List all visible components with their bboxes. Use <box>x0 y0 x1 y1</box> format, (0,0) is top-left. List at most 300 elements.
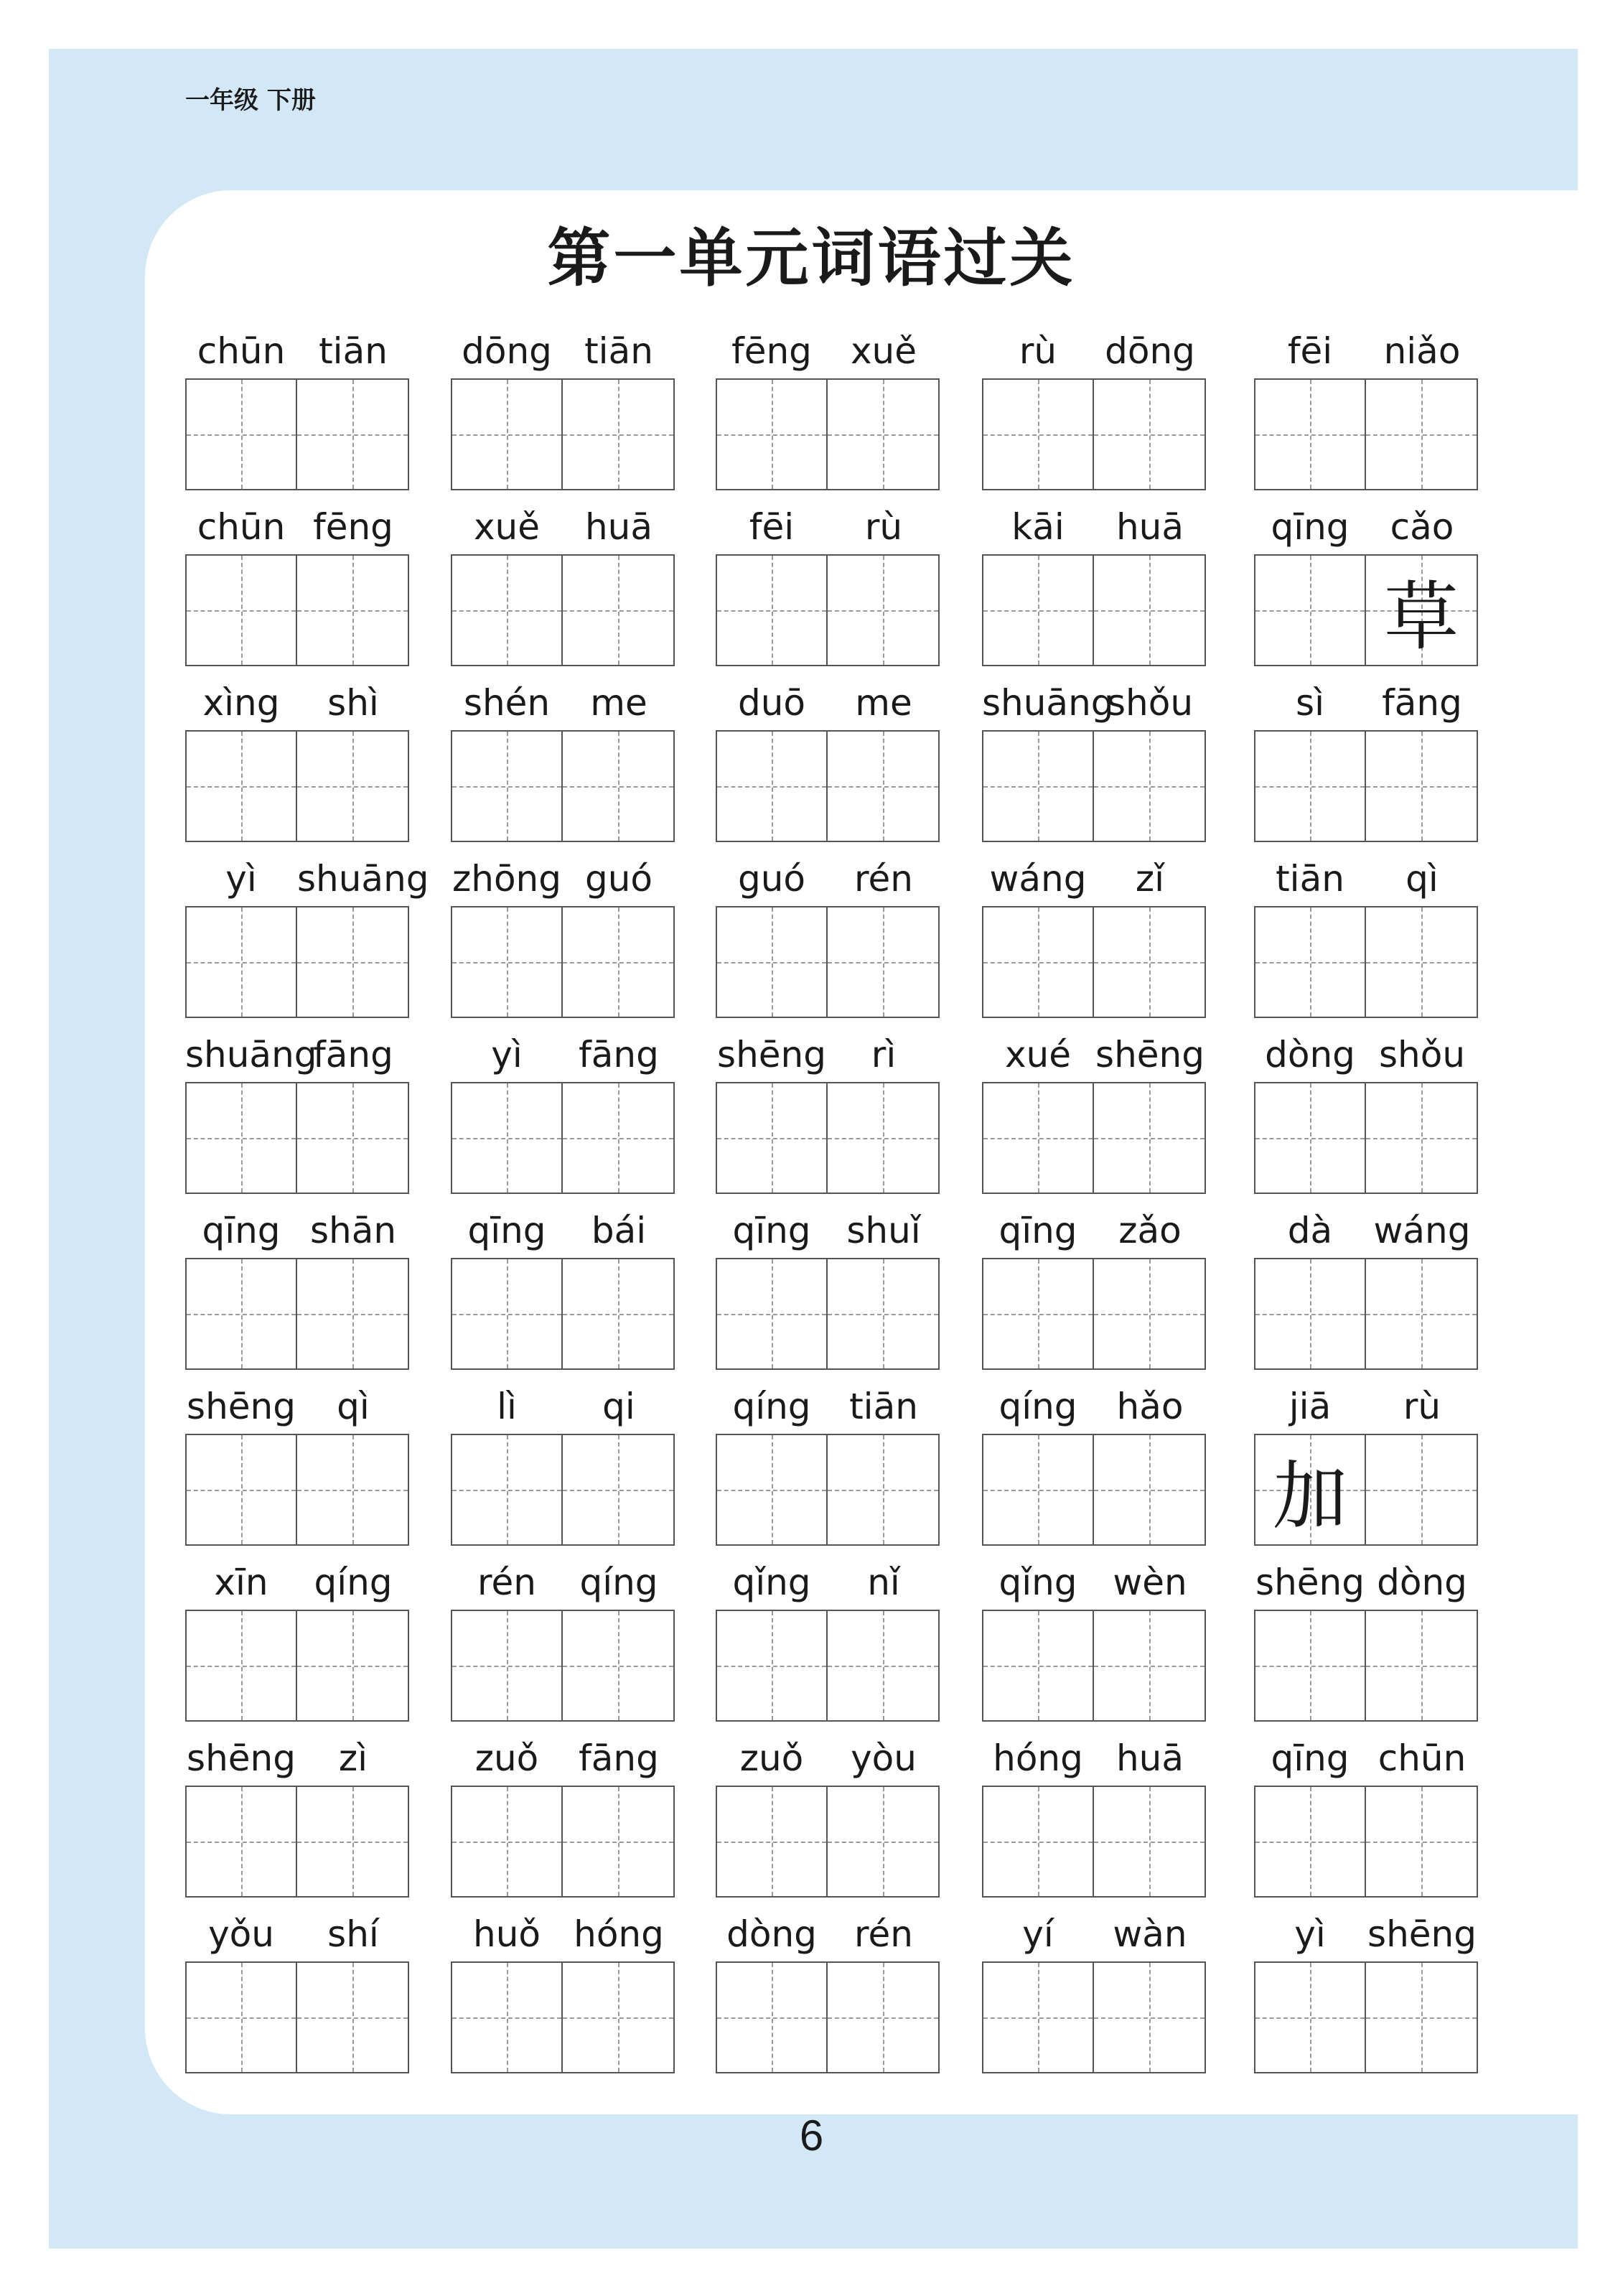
writing-cell[interactable] <box>1094 732 1205 841</box>
writing-box <box>1254 1786 1478 1898</box>
pinyin-label: hóng <box>574 1913 664 1955</box>
word-entry <box>982 1910 1206 2072</box>
hanzi-character <box>1094 1963 1205 2072</box>
writing-box <box>982 1786 1206 1898</box>
hanzi-character <box>187 732 296 841</box>
hanzi-character <box>1366 1435 1477 1544</box>
word-entry <box>716 1382 940 1544</box>
writing-cell[interactable] <box>563 1787 673 1896</box>
writing-box <box>716 730 940 842</box>
word-entry <box>1254 678 1478 841</box>
word-entry <box>185 1206 409 1368</box>
writing-cell[interactable] <box>1255 380 1366 489</box>
writing-cell[interactable] <box>1255 1611 1366 1720</box>
writing-cell[interactable] <box>452 380 563 489</box>
pinyin-label: hǎo <box>1116 1386 1184 1427</box>
writing-cell[interactable] <box>452 1787 563 1896</box>
hanzi-character: 加 <box>1273 1452 1348 1540</box>
pinyin-label: fēi <box>1287 330 1333 372</box>
writing-box <box>185 554 409 666</box>
writing-cell[interactable] <box>187 556 297 665</box>
hanzi-character <box>1366 380 1477 489</box>
hanzi-character <box>563 907 673 1017</box>
writing-cell[interactable] <box>828 907 938 1017</box>
writing-cell[interactable] <box>187 1435 297 1544</box>
writing-cell[interactable] <box>983 1083 1094 1193</box>
writing-cell[interactable] <box>1366 1787 1477 1896</box>
writing-cell[interactable] <box>983 732 1094 841</box>
writing-cell[interactable] <box>187 1787 297 1896</box>
writing-box <box>185 906 409 1018</box>
hanzi-character <box>563 556 673 665</box>
writing-cell[interactable] <box>1255 1963 1366 2072</box>
hanzi-character <box>187 1963 296 2072</box>
writing-box <box>982 1082 1206 1194</box>
pinyin-label: huā <box>1115 506 1184 548</box>
hanzi-character <box>297 907 408 1017</box>
writing-cell[interactable] <box>983 907 1094 1017</box>
pinyin-label: rén <box>477 1562 536 1603</box>
writing-box <box>1254 554 1478 666</box>
pinyin-label: qì <box>1405 858 1439 900</box>
hanzi-character <box>452 1435 561 1544</box>
hanzi-character <box>983 556 1093 665</box>
word-entry <box>185 1030 409 1193</box>
pinyin-label: qíng <box>732 1386 811 1427</box>
writing-cell[interactable] <box>1255 1787 1366 1896</box>
writing-cell[interactable] <box>983 380 1094 489</box>
word-entry <box>451 854 675 1017</box>
hanzi-character <box>828 380 938 489</box>
writing-cell[interactable] <box>297 556 408 665</box>
pinyin-label: shēng <box>187 1737 296 1779</box>
word-entry <box>451 678 675 841</box>
writing-box <box>451 1610 675 1722</box>
writing-cell[interactable] <box>983 1963 1094 2072</box>
writing-cell[interactable] <box>1255 1435 1366 1544</box>
pinyin-label: qíng <box>579 1562 658 1603</box>
pinyin-label: guó <box>737 858 806 900</box>
hanzi-character <box>983 380 1093 489</box>
hanzi-character <box>717 1259 826 1368</box>
writing-cell[interactable] <box>828 732 938 841</box>
writing-box <box>185 1786 409 1898</box>
pinyin-label: hóng <box>993 1737 1083 1779</box>
pinyin-label: chūn <box>197 506 286 548</box>
writing-cell[interactable] <box>1255 907 1366 1017</box>
pinyin-label: wáng <box>989 858 1087 900</box>
hanzi-character <box>563 1259 673 1368</box>
writing-box <box>716 1434 940 1546</box>
writing-cell[interactable] <box>187 1963 297 2072</box>
pinyin-label: rén <box>854 858 913 900</box>
hanzi-character <box>1255 732 1365 841</box>
pinyin-label: qīng <box>1271 506 1350 548</box>
writing-box <box>716 1258 940 1370</box>
writing-cell[interactable] <box>1094 1611 1205 1720</box>
pinyin-label: dōng <box>1105 330 1195 372</box>
writing-box <box>716 1610 940 1722</box>
hanzi-character <box>717 1787 826 1896</box>
pinyin-label: dòng <box>726 1913 817 1955</box>
pinyin-label: shǒu <box>1106 682 1194 724</box>
hanzi-character <box>828 1611 938 1720</box>
writing-cell[interactable] <box>452 907 563 1017</box>
writing-cell[interactable] <box>297 1259 408 1368</box>
hanzi-character <box>297 732 408 841</box>
writing-cell[interactable] <box>983 1259 1094 1368</box>
writing-cell[interactable] <box>1094 380 1205 489</box>
hanzi-character <box>1255 907 1365 1017</box>
writing-box <box>716 1961 940 2073</box>
pinyin-label: duō <box>737 682 806 724</box>
writing-cell[interactable] <box>187 732 297 841</box>
writing-cell[interactable] <box>452 1435 563 1544</box>
hanzi-character <box>297 1787 408 1896</box>
writing-cell[interactable] <box>1366 732 1477 841</box>
hanzi-character <box>717 1963 826 2072</box>
hanzi-character <box>187 1611 296 1720</box>
pinyin-label: bái <box>591 1210 647 1251</box>
writing-cell[interactable] <box>1366 1083 1477 1193</box>
word-entry <box>185 503 409 665</box>
writing-box <box>1254 1258 1478 1370</box>
hanzi-character <box>1255 556 1365 665</box>
hanzi-character <box>1255 1083 1365 1193</box>
writing-cell[interactable] <box>452 1259 563 1368</box>
word-entry <box>451 1382 675 1544</box>
hanzi-character <box>563 732 673 841</box>
writing-cell[interactable] <box>1094 1435 1205 1544</box>
writing-cell[interactable] <box>828 556 938 665</box>
pinyin-label: shuāng <box>185 1034 317 1075</box>
hanzi-character <box>717 732 826 841</box>
hanzi-character <box>828 1083 938 1193</box>
writing-cell[interactable] <box>452 1083 563 1193</box>
writing-cell[interactable] <box>717 1963 828 2072</box>
pinyin-label: shuāng <box>982 682 1114 724</box>
writing-cell[interactable] <box>1094 1083 1205 1193</box>
pinyin-label: huǒ <box>473 1913 541 1955</box>
writing-cell[interactable] <box>1366 1259 1477 1368</box>
hanzi-character <box>187 1083 296 1193</box>
writing-cell[interactable] <box>828 1611 938 1720</box>
pinyin-label: shēng <box>1255 1562 1365 1603</box>
word-entry <box>716 503 940 665</box>
word-entry <box>451 1206 675 1368</box>
writing-box <box>451 906 675 1018</box>
hanzi-character <box>297 1259 408 1368</box>
hanzi-character <box>1366 1787 1477 1896</box>
hanzi-character <box>828 732 938 841</box>
writing-cell[interactable] <box>1094 1259 1205 1368</box>
word-entry <box>982 678 1206 841</box>
pinyin-label: zì <box>338 1737 368 1779</box>
word-entry <box>982 1558 1206 1720</box>
hanzi-character <box>563 1611 673 1720</box>
hanzi-character <box>983 1435 1093 1544</box>
word-entry <box>982 854 1206 1017</box>
pinyin-label: fāng <box>313 1034 393 1075</box>
writing-cell[interactable] <box>187 907 297 1017</box>
word-entry <box>982 503 1206 665</box>
pinyin-label: fēng <box>731 330 812 372</box>
pinyin-label: yì <box>225 858 257 900</box>
writing-cell[interactable] <box>1094 1787 1205 1896</box>
pinyin-label: chūn <box>1378 1737 1467 1779</box>
writing-cell[interactable] <box>828 1435 938 1544</box>
word-entry <box>1254 1910 1478 2072</box>
hanzi-character: 草 <box>1384 573 1459 661</box>
writing-cell[interactable] <box>452 556 563 665</box>
writing-cell[interactable] <box>717 1435 828 1544</box>
pinyin-label: xué <box>1004 1034 1072 1075</box>
word-entry <box>451 1734 675 1896</box>
writing-cell[interactable] <box>187 1259 297 1368</box>
word-entry <box>716 854 940 1017</box>
writing-box <box>185 1434 409 1546</box>
hanzi-character <box>828 556 938 665</box>
pinyin-label: qīng <box>732 1210 811 1251</box>
pinyin-label: huā <box>584 506 653 548</box>
pinyin-label: shén <box>463 682 551 724</box>
hanzi-character <box>1366 1611 1477 1720</box>
pinyin-label: tiān <box>1276 858 1344 900</box>
pinyin-label: rù <box>1019 330 1057 372</box>
writing-box <box>451 1434 675 1546</box>
writing-box <box>1254 1434 1478 1546</box>
hanzi-character <box>1255 1611 1365 1720</box>
writing-box <box>451 554 675 666</box>
pinyin-label: shēng <box>1367 1913 1477 1955</box>
writing-cell[interactable] <box>563 1259 673 1368</box>
writing-cell[interactable] <box>563 732 673 841</box>
writing-cell[interactable] <box>563 907 673 1017</box>
hanzi-character <box>1094 1787 1205 1896</box>
pinyin-label: wèn <box>1113 1562 1187 1603</box>
word-entry <box>185 327 409 489</box>
pinyin-label: niǎo <box>1383 330 1461 372</box>
hanzi-character <box>717 1435 826 1544</box>
hanzi-character <box>1094 380 1205 489</box>
writing-cell[interactable] <box>187 1083 297 1193</box>
writing-cell[interactable] <box>563 1435 673 1544</box>
writing-cell[interactable] <box>983 556 1094 665</box>
hanzi-character <box>717 907 826 1017</box>
writing-cell[interactable] <box>1255 556 1366 665</box>
writing-cell[interactable] <box>717 1787 828 1896</box>
writing-cell[interactable] <box>983 1611 1094 1720</box>
pinyin-label: guó <box>584 858 653 900</box>
hanzi-character <box>452 380 561 489</box>
pinyin-label: shēng <box>187 1386 296 1427</box>
writing-box <box>451 730 675 842</box>
writing-cell[interactable] <box>1366 556 1477 665</box>
hanzi-character <box>717 556 826 665</box>
hanzi-character <box>297 1083 408 1193</box>
hanzi-character <box>297 1611 408 1720</box>
pinyin-label: yí <box>1022 1913 1054 1955</box>
writing-cell[interactable] <box>563 1083 673 1193</box>
writing-cell[interactable] <box>1094 907 1205 1017</box>
writing-cell[interactable] <box>297 1435 408 1544</box>
writing-cell[interactable] <box>983 1787 1094 1896</box>
writing-cell[interactable] <box>563 1963 673 2072</box>
pinyin-label: shǒu <box>1378 1034 1466 1075</box>
pinyin-label: zhōng <box>452 858 561 900</box>
writing-box <box>451 1786 675 1898</box>
pinyin-label: huā <box>1115 1737 1184 1779</box>
writing-cell[interactable] <box>1094 1963 1205 2072</box>
hanzi-character <box>1094 1259 1205 1368</box>
writing-cell[interactable] <box>717 907 828 1017</box>
writing-cell[interactable] <box>983 1435 1094 1544</box>
writing-cell[interactable] <box>1366 1963 1477 2072</box>
hanzi-character <box>297 380 408 489</box>
pinyin-label: tiān <box>584 330 653 372</box>
pinyin-label: qì <box>337 1386 370 1427</box>
pinyin-label: fēng <box>313 506 393 548</box>
word-entry <box>716 1558 940 1720</box>
word-entry <box>185 1734 409 1896</box>
pinyin-label: shēng <box>1095 1034 1205 1075</box>
writing-cell[interactable] <box>1094 556 1205 665</box>
hanzi-character <box>1094 556 1205 665</box>
pinyin-label: qīng <box>998 1210 1077 1251</box>
writing-cell[interactable] <box>297 907 408 1017</box>
word-entry <box>1254 1030 1478 1193</box>
writing-box <box>982 1434 1206 1546</box>
writing-cell[interactable] <box>297 380 408 489</box>
pinyin-label: zuǒ <box>739 1737 804 1779</box>
writing-cell[interactable] <box>717 380 828 489</box>
writing-cell[interactable] <box>1255 1259 1366 1368</box>
pinyin-label: yòu <box>851 1737 917 1779</box>
writing-cell[interactable] <box>297 732 408 841</box>
pinyin-label: xīn <box>214 1562 268 1603</box>
hanzi-character <box>1094 1083 1205 1193</box>
hanzi-character <box>828 1259 938 1368</box>
word-entry <box>185 854 429 1017</box>
writing-cell[interactable] <box>828 380 938 489</box>
writing-cell[interactable] <box>187 1611 297 1720</box>
writing-cell[interactable] <box>828 1083 938 1193</box>
pinyin-label: dòng <box>1265 1034 1355 1075</box>
writing-cell[interactable] <box>1255 732 1366 841</box>
writing-cell[interactable] <box>297 1083 408 1193</box>
writing-cell[interactable] <box>1366 1435 1477 1544</box>
writing-box <box>1254 1961 1478 2073</box>
pinyin-label: xuě <box>473 506 541 548</box>
writing-cell[interactable] <box>452 1963 563 2072</box>
pinyin-label: qíng <box>998 1386 1077 1427</box>
page-title: 第一单元词语过关 <box>547 220 1076 295</box>
word-entry <box>982 1030 1206 1193</box>
hanzi-character <box>452 1787 561 1896</box>
writing-cell[interactable] <box>1366 380 1477 489</box>
writing-cell[interactable] <box>563 556 673 665</box>
hanzi-character <box>1094 1435 1205 1544</box>
writing-cell[interactable] <box>297 1787 408 1896</box>
word-entry <box>1254 1382 1478 1544</box>
hanzi-character <box>563 1787 673 1896</box>
word-entry <box>1254 854 1478 1017</box>
pinyin-label: cǎo <box>1390 506 1454 548</box>
writing-cell[interactable] <box>297 1611 408 1720</box>
grade-label: 一年级 下册 <box>185 86 316 115</box>
word-entry <box>451 1030 675 1193</box>
word-entry <box>716 678 940 841</box>
writing-cell[interactable] <box>563 1611 673 1720</box>
pinyin-label: rén <box>854 1913 913 1955</box>
pinyin-label: nǐ <box>867 1562 900 1603</box>
pinyin-label: chūn <box>197 330 286 372</box>
writing-cell[interactable] <box>717 732 828 841</box>
writing-box <box>185 730 409 842</box>
pinyin-label: zǐ <box>1135 858 1165 900</box>
writing-box <box>1254 1610 1478 1722</box>
pinyin-label: rù <box>1403 1386 1441 1427</box>
writing-cell[interactable] <box>828 1787 938 1896</box>
hanzi-character <box>983 1611 1093 1720</box>
writing-cell[interactable] <box>717 556 828 665</box>
pinyin-label: tiān <box>319 330 388 372</box>
writing-box <box>1254 378 1478 490</box>
pinyin-label: rì <box>871 1034 897 1075</box>
pinyin-label: qǐng <box>998 1562 1077 1603</box>
word-entry <box>1254 327 1478 489</box>
writing-box <box>982 1961 1206 2073</box>
writing-cell[interactable] <box>452 732 563 841</box>
word-entry <box>1254 1206 1478 1368</box>
writing-box <box>185 1082 409 1194</box>
writing-box <box>1254 1082 1478 1194</box>
writing-cell[interactable] <box>1366 907 1477 1017</box>
writing-cell[interactable] <box>1255 1083 1366 1193</box>
writing-cell[interactable] <box>563 380 673 489</box>
writing-cell[interactable] <box>828 1259 938 1368</box>
writing-cell[interactable] <box>828 1963 938 2072</box>
pinyin-label: wàn <box>1113 1913 1187 1955</box>
pinyin-label: dòng <box>1377 1562 1467 1603</box>
writing-cell[interactable] <box>452 1611 563 1720</box>
hanzi-character <box>1255 1787 1365 1896</box>
writing-cell[interactable] <box>717 1083 828 1193</box>
pinyin-label: jiā <box>1288 1386 1332 1427</box>
hanzi-character <box>1094 732 1205 841</box>
writing-box <box>982 1610 1206 1722</box>
writing-box <box>982 378 1206 490</box>
hanzi-character <box>983 907 1093 1017</box>
hanzi-character <box>828 1435 938 1544</box>
pinyin-label: qi <box>602 1386 635 1427</box>
writing-box <box>982 730 1206 842</box>
writing-cell[interactable] <box>1366 1611 1477 1720</box>
hanzi-character <box>828 1787 938 1896</box>
writing-cell[interactable] <box>187 380 297 489</box>
writing-cell[interactable] <box>297 1963 408 2072</box>
writing-cell[interactable] <box>717 1611 828 1720</box>
pinyin-label: fāng <box>1382 682 1462 724</box>
writing-cell[interactable] <box>717 1259 828 1368</box>
hanzi-character <box>1366 1083 1477 1193</box>
writing-box <box>716 1082 940 1194</box>
page-number: 6 <box>799 2111 824 2160</box>
pinyin-label: yì <box>1294 1913 1326 1955</box>
hanzi-character <box>563 380 673 489</box>
writing-box <box>716 1786 940 1898</box>
word-entry <box>982 1382 1206 1544</box>
